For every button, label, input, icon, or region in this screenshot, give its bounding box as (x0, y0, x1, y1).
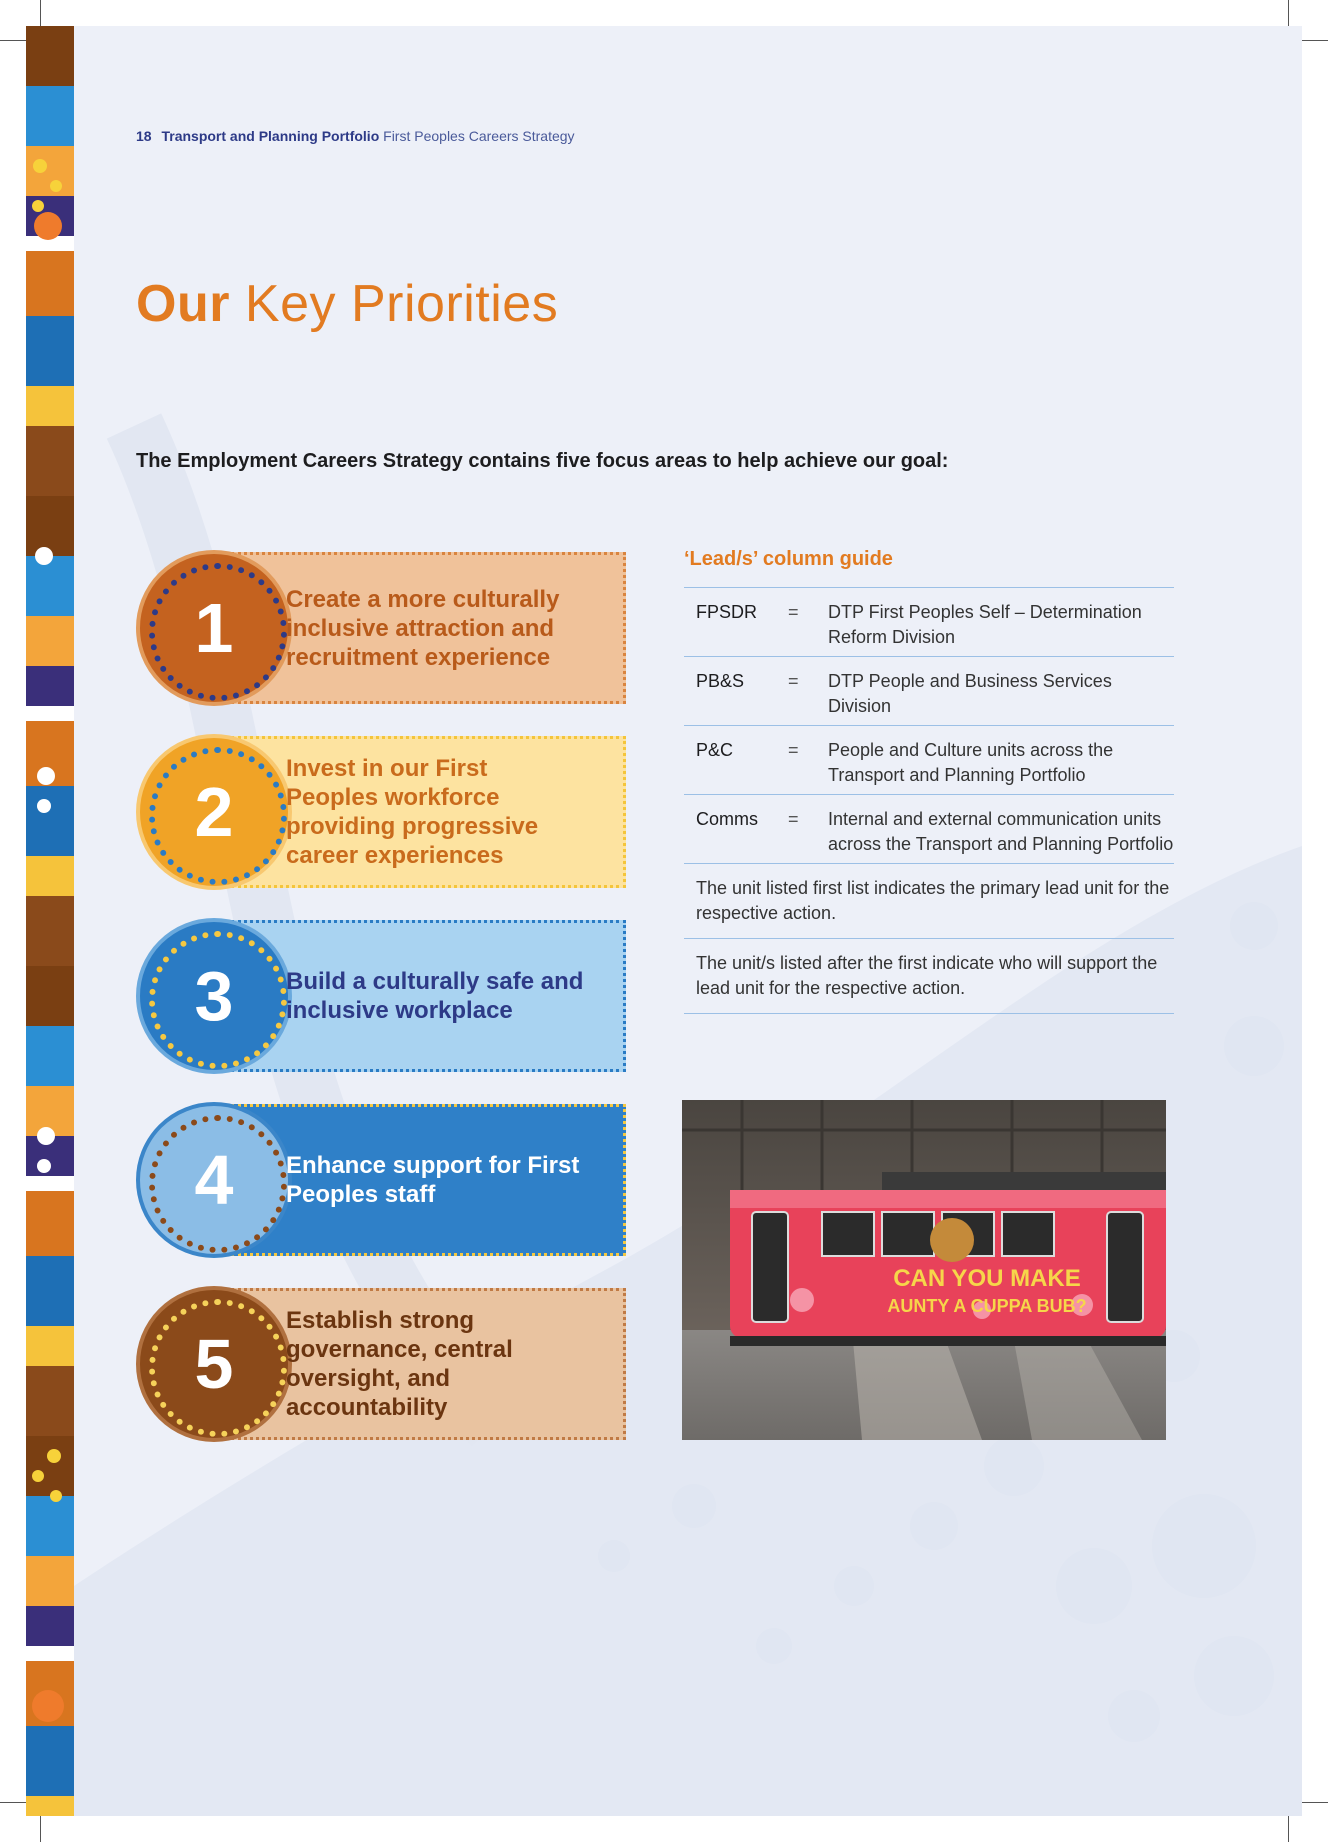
title-regular: Key Priorities (244, 275, 559, 333)
crop-mark (1302, 40, 1328, 41)
priority-number: 3 (194, 957, 234, 1035)
title-bold: Our (136, 275, 230, 333)
guide-note: The unit listed first list indicates the primary lead unit for the respective action. (684, 863, 1174, 938)
priority-text: Create a more culturally inclusive attraction and recruitment experience (286, 585, 560, 671)
priority-number: 5 (194, 1325, 234, 1403)
guide-equals: = (788, 671, 799, 691)
decorative-dots (26, 26, 74, 1816)
guide-row-comms (684, 794, 1174, 863)
guide-abbreviation: Comms (696, 809, 758, 829)
priority-1 (136, 550, 628, 706)
priority-2 (136, 734, 628, 890)
priority-number-badge (136, 734, 292, 890)
priority-text: Invest in our First Peoples workforce providing progressive career experiences (286, 755, 539, 869)
guide-equals: = (788, 602, 799, 622)
tram-text-2: AUNTY A CUPPA BUB? (887, 1296, 1087, 1316)
priority-number: 2 (194, 773, 234, 851)
guide-equals: = (788, 809, 799, 829)
guide-definition: Internal and external communication units across the Transport and Planning Portfolio (828, 809, 1174, 854)
guide-definition: People and Culture units across the Transport and Planning Portfolio (828, 740, 1114, 785)
priority-number-badge (136, 550, 292, 706)
priority-5 (136, 1286, 628, 1442)
guide-row-pbs (684, 656, 1174, 725)
guide-abbreviation: PB&S (696, 671, 745, 691)
running-header (136, 128, 575, 144)
priority-text: Establish strong governance, central oversight, and accountability (286, 1307, 513, 1421)
crop-mark (1302, 1802, 1328, 1803)
guide-definition: DTP First Peoples Self – Determination Reform Division (828, 602, 1142, 647)
priority-number: 4 (194, 1141, 234, 1219)
crop-mark (1288, 0, 1289, 26)
priority-3 (136, 918, 628, 1074)
guide-definition: DTP People and Business Services Division (828, 671, 1112, 716)
crop-mark (40, 0, 41, 26)
guide-equals: = (788, 740, 799, 760)
guide-row-pc (684, 725, 1174, 794)
guide-title: ‘Lead/s’ column guide (684, 548, 893, 570)
tram-text-1: CAN YOU MAKE (893, 1265, 1081, 1292)
tram-photo (682, 1100, 1166, 1440)
guide-row-fpsdr (684, 587, 1174, 656)
guide-note: The unit/s listed after the first indicate who will support the lead unit for the respective action. (684, 938, 1174, 1013)
crop-mark (1288, 1816, 1289, 1842)
guide-abbreviation: FPSDR (696, 602, 758, 622)
document-name: First Peoples Careers Strategy (383, 128, 575, 144)
page-title (136, 274, 558, 334)
priority-text: Build a culturally safe and inclusive workplace (286, 968, 584, 1024)
document-page (26, 26, 1302, 1816)
priority-number-badge (136, 918, 292, 1074)
priority-number-badge (136, 1102, 292, 1258)
crop-mark (0, 1802, 26, 1803)
intro-text: The Employment Careers Strategy contains five focus areas to help achieve our goal: (136, 450, 949, 472)
priority-text: Enhance support for First Peoples staff (286, 1152, 580, 1208)
page-number: 18 (136, 128, 152, 144)
crop-mark (0, 40, 26, 41)
guide-abbreviation: P&C (696, 740, 734, 760)
priority-number-badge (136, 1286, 292, 1442)
priority-number: 1 (194, 589, 234, 667)
priority-4 (136, 1102, 628, 1258)
leads-column-guide (684, 548, 1174, 1014)
portfolio-name: Transport and Planning Portfolio (161, 128, 380, 144)
crop-mark (40, 1816, 41, 1842)
